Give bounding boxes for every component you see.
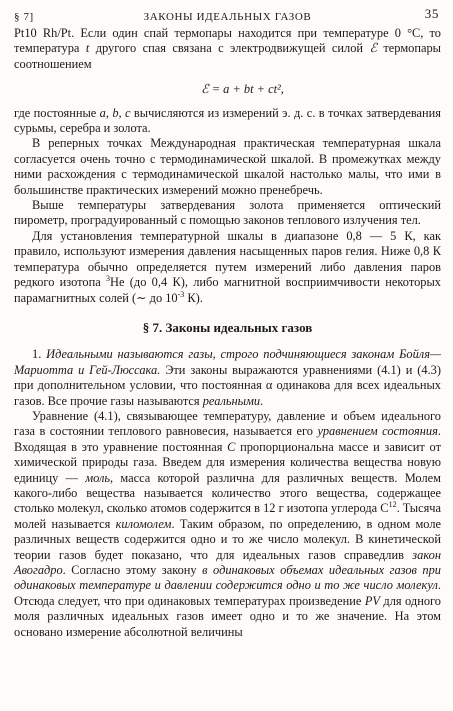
section-heading: § 7. Законы идеальных газов (142, 319, 313, 335)
paragraph-pyrometer: Выше температуры затвердевания золота применяется оптический пирометр, проградуированный с помощью законов теплового излучения тел. (14, 198, 441, 228)
formula-emf: ℰ = a + bt + ct², (201, 82, 284, 97)
paragraph-constants: где постоянные a, b, c вычисляются из измерений э. д. с. в точках затвердевания сурьмы, серебра и золота. (14, 105, 441, 136)
header-title: ЗАКОНЫ ИДЕАЛЬНЫХ ГАЗОВ (143, 11, 312, 23)
paragraph-reference-points: В реперных точках Международная практическая температурная шкала согласуется очень точно с термодинамической шкалой. В промежутках между ними расхождения с термодинамической шкалой настолько малы, что ими в большинстве практических измерений можно пренебречь. (14, 136, 441, 197)
paragraph-equation-of-state: Уравнение (4.1), связывающее температуру, давление и объем идеального газа в состоянии теплового равновесия, называется его уравнением состояния. Входящая в это уравнение постоянная C пропорциональна массе и зависит от химической природы газа. Введем для измерения количества вещества новую единицу — моль, масса которой различна для различных веществ. Молем какого-либо вещества называется количество этого вещества, содержащее столько молекул, сколько атомов содержится в 12 г изотопа углерода $C^{12}$. Тысяча молей называется киломолем. Таким образом, по определению, в одном моле различных веществ содержится одно и то же число молекул. В кинетической теории газов будет показано, что для идеальных газов справедлив закон Авогадро. Согласно этому закону в одинаковых объемах идеальных газов при одинаковых температуре и давлении содержится одно и то же число молекул. Отсюда следует, что при одинаковых температурах произведение PV для одного моля различных идеальных газов имеет одно и то же значение. На этом основано измерение абсолютной величины (14, 408, 442, 639)
page-number: 35 (424, 6, 439, 21)
paragraph-thermocouple: Pt10 Rh/Pt. Если один спай термопары находится при температуре 0 °С, то температура t другого спая связана с электродвижущей силой ℰ термопары соотношением (14, 26, 442, 71)
header-section-mark: § 7] (14, 11, 34, 23)
running-header (14, 6, 441, 26)
paragraph-low-temperature: Для установления температурной шкалы в диапазоне 0,8 — 5 К, как правило, используют измерения давления насыщенных паров гелия. Ниже 0,8 К температура обычно определяется путем измерений либо давления паров редкого изотопа $^3$He (до 0,4 К), либо магнитной восприимчивости некоторых парамагнитных солей (∼ до $10^{-3}$ К). (14, 228, 441, 305)
paragraph-ideal-gas-definition: 1. Идеальными называются газы, строго подчиняющиеся законам Бойля—Мариотта и Гей-Люссака. Эти законы выражаются уравнениями (4.1) и (4.3) при дополнительном условии, что постоянная α одинакова для всех идеальных газов. Все прочие газы называются реальными. (14, 347, 441, 408)
